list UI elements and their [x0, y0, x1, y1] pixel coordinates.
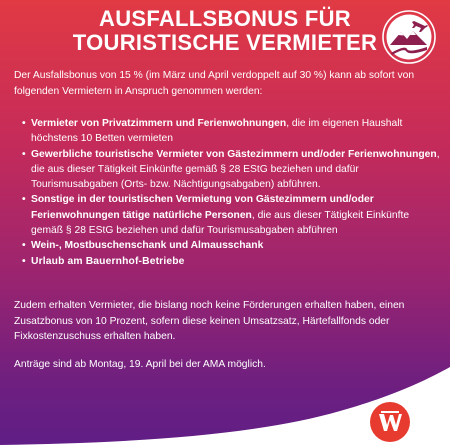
- list-item-bold: Gewerbliche touristische Vermieter von Gästezimmern und/oder Ferienwohnungen: [31, 148, 437, 160]
- title-line-2: TOURISTISCHE VERMIETER: [72, 30, 378, 55]
- list-item: [22, 116, 442, 147]
- list-item: [22, 238, 442, 253]
- list-item-bold: Vermieter von Privatzimmern und Ferienwohnungen: [31, 118, 287, 129]
- list-item: [22, 192, 442, 238]
- list-item: [22, 147, 442, 193]
- application-paragraph: Anträge sind ab Montag, 19. April bei der AMA möglich.: [14, 359, 266, 370]
- eligibility-list: [22, 116, 442, 269]
- title-line-1: AUSFALLSBONUS FÜR: [99, 6, 351, 31]
- intro-text: Der Ausfallsbonus von 15 % (im März und April verdoppelt auf 30 %) kann ab sofort von folgenden Vermietern in Anspruch genommen werden:: [14, 70, 415, 97]
- list-item-text: , die aus dieser Tätigkeit Einkünfte gemäß § 28 EStG beziehen und dafür Tourismusabgaben (Orts- bzw. Nächtigungsabgaben) abführen.: [31, 148, 440, 191]
- list-item-bold: Urlaub am Bauernhof-Betriebe: [31, 255, 185, 267]
- bullet-mark: •: [22, 148, 26, 160]
- w-logo-icon: [368, 400, 412, 444]
- list-item-bold: Wein-, Mostbuschenschank und Almausschank: [31, 240, 264, 252]
- travel-landscape-icon: [381, 9, 437, 65]
- bullet-mark: •: [22, 118, 26, 129]
- list-item-text: , die aus dieser Tätigkeit Einkünfte gemäß § 28 EStG beziehen und dafür Tourismusabgaben abführen: [31, 209, 410, 237]
- list-item-text: , die im eigenen Haushalt höchstens 10 Betten vermieten: [31, 118, 403, 145]
- bullet-mark: •: [22, 240, 26, 252]
- bonus-paragraph: Zudem erhalten Vermieter, die bislang noch keine Förderungen erhalten haben, einen Zusatzbonus von 10 Prozent, sofern diese keinen Umsatzsatz, Härtefallfonds oder Fixkostenzuschuss erhalten haben.: [14, 300, 405, 342]
- bullet-mark: •: [22, 194, 26, 206]
- list-item-bold: Sonstige in der touristischen Vermietung von Gästezimmern und/oder Ferienwohnungen tätige natürliche Personen: [31, 194, 374, 221]
- bullet-mark: •: [22, 255, 26, 267]
- list-item: [22, 254, 442, 269]
